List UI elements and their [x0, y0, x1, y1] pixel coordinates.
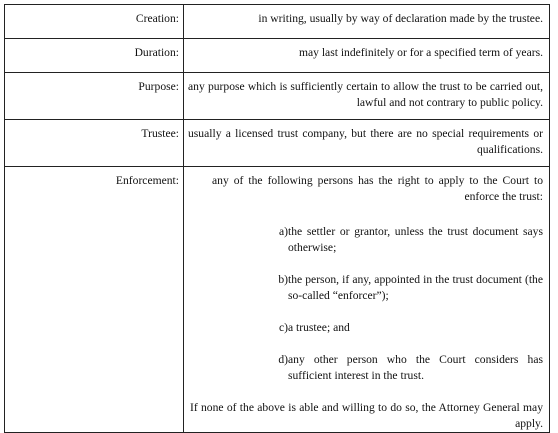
enforcement-closing: If none of the above is able and willing to do so, the Attorney General may apply.	[190, 401, 543, 430]
row-purpose	[5, 73, 550, 120]
creation-text: in writing, usually by way of declaration made by the trustee.	[184, 5, 550, 39]
list-item-text: any other person who the Court considers has sufficient interest in the trust.	[288, 353, 543, 382]
enforcement-label: Enforcement:	[5, 167, 184, 433]
list-item-text: the person, if any, appointed in the trust document (the so-called “enforcer”);	[288, 273, 543, 302]
list-item-text: a trustee; and	[288, 321, 350, 334]
list-item	[270, 320, 543, 336]
duration-label: Duration:	[5, 39, 184, 73]
duration-text: may last indefinitely or for a specified term of years.	[184, 39, 550, 73]
list-marker: c)	[278, 321, 288, 334]
list-marker: b)	[278, 273, 288, 286]
creation-label: Creation:	[5, 5, 184, 39]
list-item	[270, 224, 543, 256]
list-item	[270, 272, 543, 304]
row-creation	[5, 5, 550, 39]
list-marker: d)	[278, 353, 288, 366]
row-trustee	[5, 120, 550, 167]
list-marker: a)	[278, 225, 288, 238]
enforcement-intro: any of the following persons has the right to apply to the Court to enforce the trust:	[212, 174, 543, 203]
enforcement-cell	[184, 167, 550, 433]
enforcer-list	[188, 224, 543, 384]
row-enforcement	[5, 167, 550, 433]
trustee-text: usually a licensed trust company, but there are no special requirements or qualifications.	[184, 120, 550, 167]
trust-summary-table	[4, 4, 550, 433]
purpose-text: any purpose which is sufficiently certain to allow the trust to be carried out, lawful and not contrary to public policy.	[184, 73, 550, 120]
row-duration	[5, 39, 550, 73]
trustee-label: Trustee:	[5, 120, 184, 167]
list-item-text: the settler or grantor, unless the trust document says otherwise;	[288, 225, 543, 254]
list-item	[270, 352, 543, 384]
purpose-label: Purpose:	[5, 73, 184, 120]
